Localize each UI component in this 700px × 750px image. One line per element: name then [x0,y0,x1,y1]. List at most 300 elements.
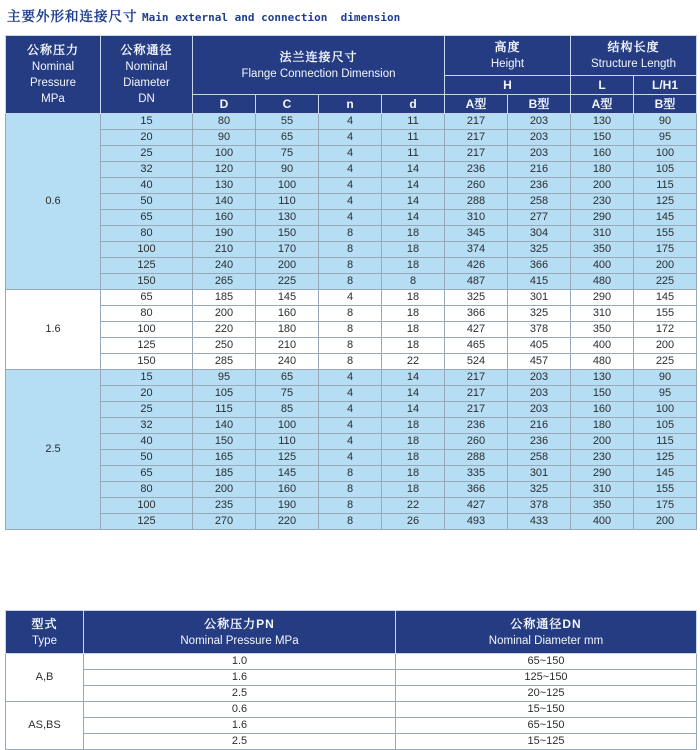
cell: 8 [319,354,382,370]
col-header-dn [396,611,697,654]
cell: 55 [256,114,319,130]
col-header-length-type-a [571,95,634,114]
cell: 203 [508,370,571,386]
cell: 14 [382,402,445,418]
cell: 4 [319,386,382,402]
cell: 366 [445,306,508,322]
cell: 335 [445,466,508,482]
height-type-a-label: A型 [465,97,487,111]
cell: 378 [508,322,571,338]
col-header-flange-c [256,95,319,114]
cell: 125 [101,258,193,274]
cell: 155 [634,306,697,322]
cell: 480 [571,354,634,370]
cell: 310 [571,226,634,242]
cell: 200 [634,338,697,354]
table-row [6,178,697,194]
cell: 8 [319,498,382,514]
cell: 18 [382,290,445,306]
cell: 160 [256,482,319,498]
cell: 190 [193,226,256,242]
col-header-type [6,611,84,654]
cell: 200 [634,514,697,530]
table-row [6,450,697,466]
cell: 18 [382,418,445,434]
cell: 150 [256,226,319,242]
table-row [6,654,697,670]
table-row [6,498,697,514]
cell: 350 [571,498,634,514]
lh1-label: L/H1 [651,78,678,92]
cell: 325 [508,482,571,498]
cell: 4 [319,434,382,450]
cell: 4 [319,146,382,162]
cell: 405 [508,338,571,354]
cell: 85 [256,402,319,418]
cell: 172 [634,322,697,338]
cell: 217 [445,402,508,418]
cell: 145 [256,466,319,482]
cell: 65~150 [396,718,697,734]
cell: 15 [101,370,193,386]
cell: 8 [319,322,382,338]
structure-length-zh: 结构长度 [607,40,660,54]
cell: 185 [193,466,256,482]
cell: 190 [256,498,319,514]
cell: 65 [256,370,319,386]
cell: 160 [256,306,319,322]
cell: 457 [508,354,571,370]
cell: 160 [571,146,634,162]
cell: 285 [193,354,256,370]
flange-zh: 法兰连接尺寸 [279,49,358,64]
table-row [6,194,697,210]
cell: 210 [256,338,319,354]
cell: 25 [101,146,193,162]
cell: 145 [634,210,697,226]
cell: 65 [256,130,319,146]
cell: 18 [382,322,445,338]
table-row [6,702,697,718]
table-row [6,290,697,306]
nominal-pressure-unit: MPa [41,93,65,105]
type-zh: 型式 [31,616,58,631]
table-row [6,370,697,386]
cell: 277 [508,210,571,226]
col-header-height-type-b [508,95,571,114]
cell: 100 [101,322,193,338]
cell: 217 [445,114,508,130]
col-header-lh1 [634,76,697,95]
cell: 105 [634,418,697,434]
table-row [6,670,697,686]
flange-n-label: n [346,97,354,111]
type-en: Type [32,634,57,647]
cell: 8 [319,226,382,242]
cell: 90 [634,114,697,130]
cell: 400 [571,514,634,530]
cell: 301 [508,466,571,482]
cell: 301 [508,290,571,306]
cell: 8 [319,306,382,322]
cell: 50 [101,194,193,210]
cell: 200 [571,178,634,194]
nominal-pressure-zh: 公称压力 [26,43,79,57]
cell: 160 [193,210,256,226]
cell: 65 [101,466,193,482]
cell: 115 [634,434,697,450]
height-type-b-label: B型 [528,97,550,111]
cell: 150 [193,434,256,450]
cell: 110 [256,194,319,210]
cell: 18 [382,482,445,498]
cell: 125 [634,450,697,466]
cell: 150 [101,274,193,290]
cell: 120 [193,162,256,178]
cell: 18 [382,258,445,274]
cell: 14 [382,162,445,178]
cell: 433 [508,514,571,530]
cell: 220 [256,514,319,530]
structure-length-en: Structure Length [590,58,677,70]
flange-dd-label: d [409,97,417,111]
cell: 15~125 [396,734,697,750]
cell: 225 [634,354,697,370]
cell: 200 [634,258,697,274]
cell: 150 [571,130,634,146]
type-group-label: A,B [6,654,84,702]
cell: 80 [101,226,193,242]
cell: 2.5 [84,686,396,702]
cell: 100 [101,498,193,514]
cell: 170 [256,242,319,258]
cell: 115 [193,402,256,418]
cell: 140 [193,418,256,434]
table-row [6,226,697,242]
length-type-a-label: A型 [591,97,613,111]
dimension-table-body [6,114,697,530]
col-header-height-type-a [445,95,508,114]
cell: 225 [256,274,319,290]
table-row [6,418,697,434]
cell: 130 [256,210,319,226]
col-header-nominal-diameter [101,36,193,114]
type-group-label: AS,BS [6,702,84,750]
table-row [6,114,697,130]
cell: 290 [571,210,634,226]
cell: 236 [445,162,508,178]
cell: 240 [256,354,319,370]
cell: 366 [445,482,508,498]
dimension-table [5,35,697,530]
cell: 325 [508,242,571,258]
cell: 258 [508,450,571,466]
cell: 4 [319,370,382,386]
cell: 20~125 [396,686,697,702]
cell: 217 [445,370,508,386]
cell: 8 [319,482,382,498]
cell: 4 [319,114,382,130]
col-header-flange-n [319,95,382,114]
cell: 350 [571,242,634,258]
cell: 4 [319,290,382,306]
cell: 150 [571,386,634,402]
cell: 80 [193,114,256,130]
cell: 217 [445,146,508,162]
cell: 155 [634,226,697,242]
cell: 150 [101,354,193,370]
cell: 145 [256,290,319,306]
table-row [6,686,697,702]
page-title-en: Main external and connection dimension [141,11,401,24]
cell: 378 [508,498,571,514]
cell: 14 [382,178,445,194]
cell: 203 [508,146,571,162]
cell: 374 [445,242,508,258]
cell: 40 [101,434,193,450]
height-en: Height [490,58,525,70]
flange-en: Flange Connection Dimension [241,67,396,80]
cell: 130 [571,370,634,386]
cell: 180 [571,162,634,178]
cell: 125 [634,194,697,210]
nominal-diameter-unit: DN [138,93,155,105]
cell: 18 [382,306,445,322]
cell: 210 [193,242,256,258]
cell: 4 [319,450,382,466]
cell: 236 [508,178,571,194]
table-row [6,162,697,178]
cell: 400 [571,338,634,354]
type-table-header [6,611,697,654]
cell: 155 [634,482,697,498]
cell: 125 [101,338,193,354]
cell: 11 [382,130,445,146]
cell: 125 [101,514,193,530]
table-row [6,338,697,354]
cell: 8 [319,466,382,482]
cell: 25 [101,402,193,418]
nominal-pressure-en1: Nominal [31,61,75,73]
pn-zh: 公称压力PN [204,616,275,631]
cell: 203 [508,114,571,130]
cell: 32 [101,162,193,178]
cell: 90 [256,162,319,178]
cell: 230 [571,450,634,466]
cell: 230 [571,194,634,210]
cell: 2.5 [84,734,396,750]
cell: 100 [256,418,319,434]
cell: 4 [319,402,382,418]
cell: 200 [571,434,634,450]
cell: 325 [445,290,508,306]
table-row [6,466,697,482]
cell: 20 [101,386,193,402]
table-row [6,130,697,146]
table-row [6,734,697,750]
cell: 4 [319,194,382,210]
col-header-h [445,76,571,95]
table-row [6,146,697,162]
cell: 235 [193,498,256,514]
cell: 145 [634,290,697,306]
length-type-b-label: B型 [654,97,676,111]
cell: 90 [193,130,256,146]
cell: 20 [101,130,193,146]
cell: 325 [508,306,571,322]
flange-c-label: C [282,97,292,111]
cell: 4 [319,162,382,178]
cell: 40 [101,178,193,194]
cell: 95 [634,130,697,146]
nominal-pressure-en2: Pressure [29,77,77,89]
cell: 18 [382,450,445,466]
cell: 15~150 [396,702,697,718]
dimension-table-header [6,36,697,114]
cell: 217 [445,386,508,402]
cell: 14 [382,386,445,402]
cell: 11 [382,114,445,130]
cell: 4 [319,130,382,146]
pn-en: Nominal Pressure MPa [180,634,299,647]
cell: 130 [571,114,634,130]
col-header-height [445,36,571,76]
col-header-nominal-pressure [6,36,101,114]
cell: 14 [382,210,445,226]
dn-zh: 公称通径DN [510,616,582,631]
cell: 350 [571,322,634,338]
cell: 290 [571,466,634,482]
cell: 18 [382,226,445,242]
cell: 185 [193,290,256,306]
cell: 345 [445,226,508,242]
cell: 236 [445,418,508,434]
cell: 18 [382,434,445,450]
cell: 75 [256,386,319,402]
col-header-flange-connection [193,36,445,95]
cell: 100 [101,242,193,258]
table-row [6,306,697,322]
flange-d-label: D [219,97,229,111]
table-row [6,210,697,226]
cell: 270 [193,514,256,530]
cell: 100 [256,178,319,194]
cell: 125 [256,450,319,466]
table-row [6,402,697,418]
cell: 80 [101,482,193,498]
table-row [6,514,697,530]
cell: 1.0 [84,654,396,670]
cell: 4 [319,418,382,434]
cell: 1.6 [84,670,396,686]
pressure-group-label: 1.6 [6,290,101,370]
cell: 26 [382,514,445,530]
cell: 95 [193,370,256,386]
cell: 203 [508,130,571,146]
type-table [5,610,697,750]
cell: 4 [319,178,382,194]
cell: 14 [382,194,445,210]
table-row [6,354,697,370]
cell: 400 [571,258,634,274]
table-row [6,718,697,734]
cell: 225 [634,274,697,290]
cell: 8 [319,242,382,258]
cell: 15 [101,114,193,130]
cell: 75 [256,146,319,162]
cell: 220 [193,322,256,338]
cell: 290 [571,290,634,306]
page-title-zh: 主要外形和连接尺寸 [7,9,138,24]
cell: 288 [445,194,508,210]
cell: 22 [382,354,445,370]
cell: 4 [319,210,382,226]
table-row [6,434,697,450]
cell: 200 [193,306,256,322]
cell: 140 [193,194,256,210]
col-header-l [571,76,634,95]
table-row [6,258,697,274]
cell: 180 [256,322,319,338]
cell: 427 [445,498,508,514]
col-header-flange-dd [382,95,445,114]
col-header-pn [84,611,396,654]
cell: 415 [508,274,571,290]
cell: 95 [634,386,697,402]
cell: 216 [508,418,571,434]
cell: 310 [445,210,508,226]
cell: 80 [101,306,193,322]
cell: 427 [445,322,508,338]
table-row [6,242,697,258]
cell: 288 [445,450,508,466]
cell: 18 [382,242,445,258]
page-title [0,0,700,26]
cell: 1.6 [84,718,396,734]
cell: 250 [193,338,256,354]
cell: 14 [382,370,445,386]
nominal-diameter-zh: 公称通径 [120,43,173,57]
cell: 8 [319,258,382,274]
cell: 487 [445,274,508,290]
cell: 50 [101,450,193,466]
cell: 18 [382,466,445,482]
cell: 32 [101,418,193,434]
table-row [6,386,697,402]
cell: 100 [193,146,256,162]
cell: 258 [508,194,571,210]
cell: 130 [193,178,256,194]
cell: 110 [256,434,319,450]
cell: 105 [193,386,256,402]
col-header-structure-length [571,36,697,76]
cell: 236 [508,434,571,450]
cell: 480 [571,274,634,290]
col-header-flange-d [193,95,256,114]
cell: 200 [193,482,256,498]
cell: 180 [571,418,634,434]
cell: 200 [256,258,319,274]
cell: 175 [634,242,697,258]
col-header-length-type-b [634,95,697,114]
cell: 18 [382,338,445,354]
cell: 22 [382,498,445,514]
type-table-body [6,654,697,750]
cell: 105 [634,162,697,178]
cell: 310 [571,306,634,322]
cell: 493 [445,514,508,530]
l-label: L [598,78,606,92]
